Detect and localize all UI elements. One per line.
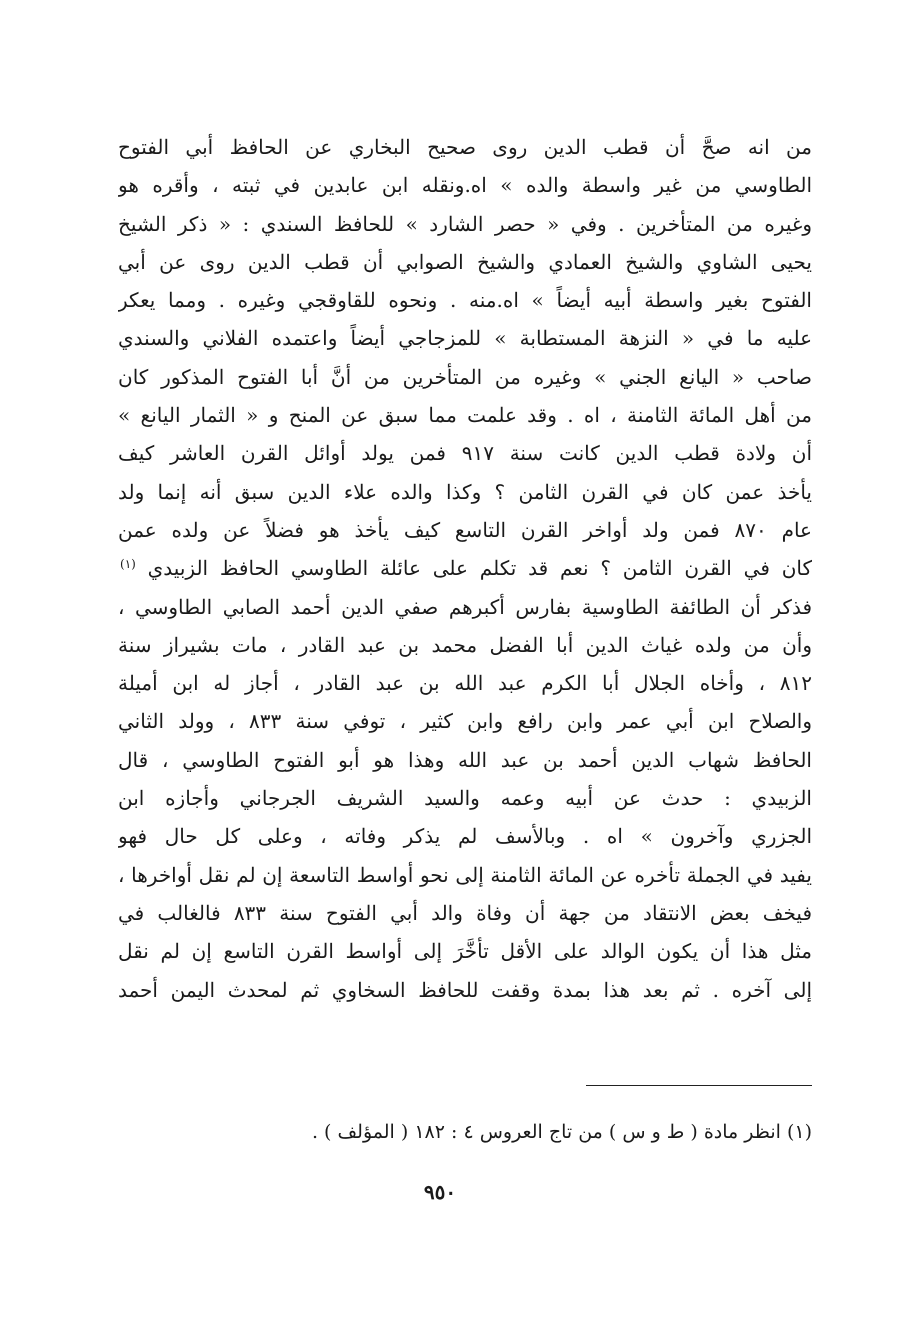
text-line-with-footnote: [118, 549, 812, 587]
text-line: الزبيدي : حدث عن أبيه وعمه والسيد الشريف الجرجاني وأجازه ابن: [118, 786, 812, 811]
text-line: عليه ما في « النزهة المستطابة » للمزجاجي أيضاً واعتمده الفلاني والسندي: [118, 326, 812, 351]
footnote-marker: (١): [120, 556, 136, 571]
text-line: وغيره من المتأخرين . وفي « حصر الشارد » للحافظ السندي : « ذكر الشيخ: [118, 211, 812, 236]
text-line: مثل هذا أن يكون الوالد على الأقل تأخَّرَ إلى أواسط القرن التاسع إن لم نقل: [118, 939, 812, 964]
text-line: من أهل المائة الثامنة ، اه . وقد علمت مما سبق عن المنح و « الثمار اليانع »: [118, 403, 812, 428]
text-line: وأن من ولده غياث الدين أبا الفضل محمد بن عبد القادر ، مات بشيراز سنة: [118, 632, 812, 657]
text-line: من انه صحَّ أن قطب الدين روى صحيح البخاري عن الحافظ أبي الفتوح: [118, 135, 812, 159]
text-line: فيخف بعض الانتقاد من جهة أن وفاة والد أبي الفتوح سنة ٨٣٣ فالغالب في: [118, 900, 812, 925]
text-line-content: كان في القرن الثامن ؟ نعم قد تكلم على عائلة الطاوسي الحافظ الزبيدي: [147, 556, 812, 581]
main-text: [118, 128, 812, 1009]
page-number: ٩٥٠: [423, 1180, 457, 1204]
text-line: والصلاح ابن أبي عمر وابن رافع وابن كثير ، توفي سنة ٨٣٣ ، وولد الثاني: [118, 709, 812, 734]
text-line: الحافظ شهاب الدين أحمد بن عبد الله وهذا هو أبو الفتوح الطاوسي ، قال: [118, 747, 812, 772]
text-line: يأخذ عمن كان في القرن الثامن ؟ وكذا والده علاء الدين سبق أنه إنما ولد: [118, 479, 812, 504]
text-line: الجزري وآخرون » اه . وبالأسف لم يذكر وفاته ، وعلى كل حال فهو: [118, 824, 812, 849]
text-line: الطاوسي من غير واسطة والده » اه.ونقله ابن عابدين في ثبته ، وأقره هو: [118, 173, 812, 198]
text-line: أن ولادة قطب الدين كانت سنة ٩١٧ فمن يولد أوائل القرن العاشر كيف: [118, 441, 812, 466]
text-line: صاحب « اليانع الجني » وغيره من المتأخرين من أنَّ أبا الفتوح المذكور كان: [118, 364, 812, 389]
text-line: إلى آخره . ثم بعد هذا بمدة وقفت للحافظ السخاوي ثم لمحدث اليمن أحمد: [118, 977, 812, 1002]
text-line: يحيى الشاوي والشيخ العمادي والشيخ الصوابي أن قطب الدين روى عن أبي: [118, 249, 812, 274]
text-line: الفتوح بغير واسطة أبيه أيضاً » اه.منه . ونحوه للقاوقجي وغيره . ومما يعكر: [118, 288, 812, 313]
footnote-divider: [586, 1085, 812, 1086]
text-line: عام ٨٧٠ فمن ولد أواخر القرن التاسع كيف يأخذ هو فضلاً عن ولده عمن: [118, 517, 812, 542]
text-line: فذكر أن الطائفة الطاوسية بفارس أكبرهم صفي الدين أحمد الصابي الطاوسي ،: [118, 594, 812, 619]
footnote: (١) انظر مادة ( ط و س ) من تاج العروس ٤ : ١٨٢ ( المؤلف ) .: [311, 1121, 812, 1143]
text-line: يفيد في الجملة تأخره عن المائة الثامنة إلى نحو أواسط التاسعة إن لم نقل أواخرها ،: [118, 862, 812, 887]
text-line: ٨١٢ ، وأخاه الجلال أبا الكرم عبد الله بن عبد القادر ، أجاز له ابن أميلة: [118, 671, 812, 696]
